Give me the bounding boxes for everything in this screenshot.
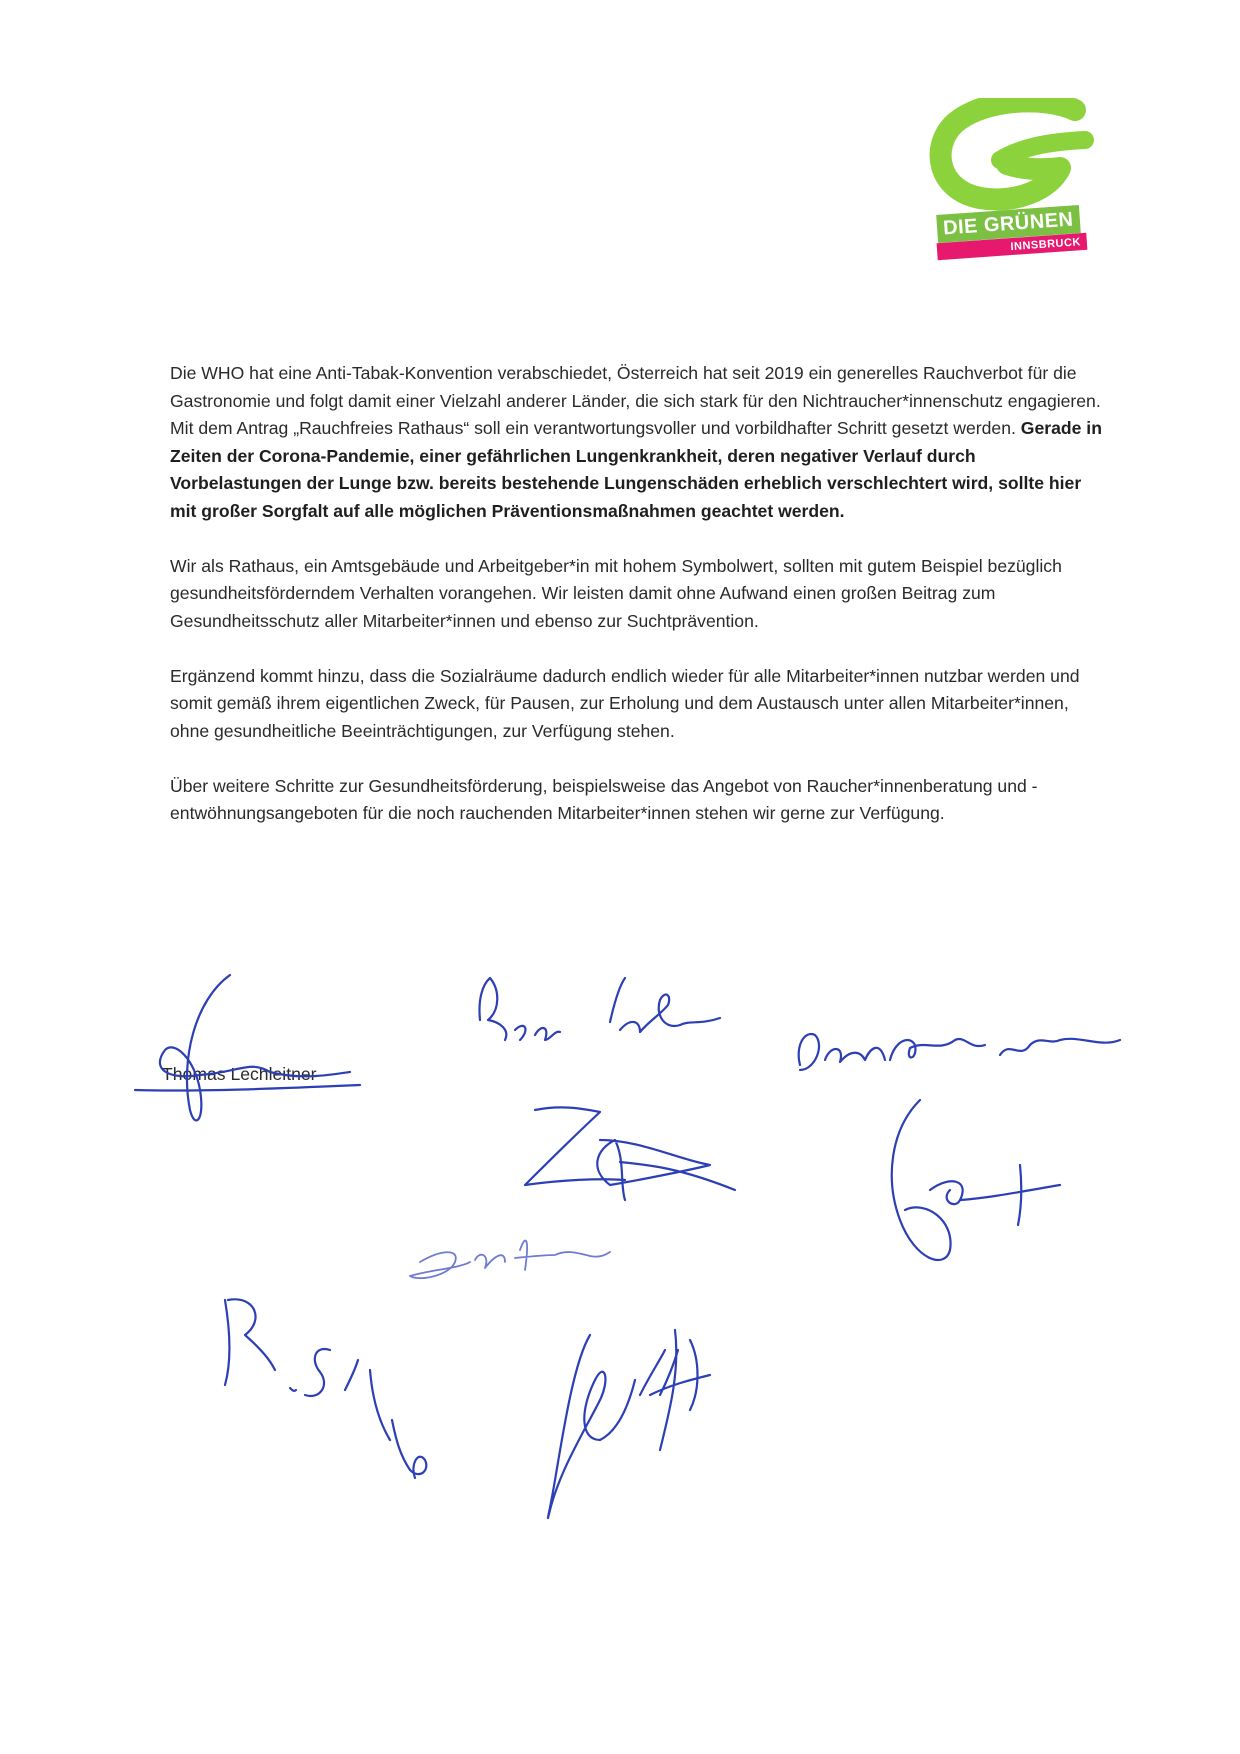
paragraph-1-text: Die WHO hat eine Anti-Tabak-Konvention verabschiedet, Österreich hat seit 2019 ein generelles Rauchverbot für die Gastronomie und folgt damit einer Vielzahl anderer Länder, die sich stark für den Nichtraucher*innenschutz engagieren. Mit dem Antrag „Rauchfreies Rathaus“ soll ein verantwortungsvoller und vorbildhafter Schritt gesetzt werden. bbox=[170, 363, 1101, 438]
paragraph-3: Ergänzend kommt hinzu, dass die Sozialräume dadurch endlich wieder für alle Mitarbeiter*innen nutzbar werden und somit gemäß ihrem eigentlichen Zweck, für Pausen, zur Erholung und dem Austausch unter allen Mitarbeiter*innen, ohne gesundheitliche Beeinträchtigungen, zur Verfügung stehen. bbox=[170, 665, 1080, 741]
signature-6 bbox=[410, 1240, 610, 1278]
signature-thomas-lechleitner bbox=[135, 975, 360, 1120]
signature-2 bbox=[479, 978, 720, 1040]
logo-g-mark-icon bbox=[925, 98, 1100, 218]
signature-7 bbox=[225, 1299, 426, 1478]
logo-city-name: INNSBRUCK bbox=[937, 233, 1088, 260]
paragraph-4: Über weitere Schritte zur Gesundheitsförderung, beispielsweise das Angebot von Raucher*innenberatung und -entwöhnungsangeboten für die noch rauchenden Mitarbeiter*innen stehen wir gerne zur Verfügung. bbox=[170, 775, 1038, 823]
signature-3 bbox=[799, 1034, 1120, 1070]
letter-body bbox=[170, 360, 1105, 855]
paragraph-1 bbox=[170, 360, 1105, 525]
signature-5 bbox=[892, 1100, 1060, 1260]
logo-party-name: DIE GRÜNEN bbox=[936, 205, 1080, 243]
party-logo bbox=[925, 98, 1100, 268]
paragraph-2: Wir als Rathaus, ein Amtsgebäude und Arbeitgeber*in mit hohem Symbolwert, sollten mit gutem Beispiel bezüglich gesundheitsförderndem Verhalten vorangehen. Wir leisten damit ohne Aufwand einen großen Beitrag zum Gesundheitsschutz aller Mitarbeiter*innen und ebenso zur Suchtprävention. bbox=[170, 555, 1062, 631]
signatory-name: Thomas Lechleitner bbox=[162, 1064, 317, 1084]
signature-4 bbox=[525, 1107, 735, 1200]
signature-8 bbox=[548, 1330, 710, 1518]
paragraph-1-bold-text: Gerade in Zeiten der Corona-Pandemie, einer gefährlichen Lungenkrankheit, deren negativer Verlauf durch Vorbelastungen der Lunge bzw. bereits bestehende Lungenschäden erheblich verschlechtert wird, sollte hier mit großer Sorgfalt auf alle möglichen Präventionsmaßnahmen geachtet werden. bbox=[170, 418, 1102, 521]
